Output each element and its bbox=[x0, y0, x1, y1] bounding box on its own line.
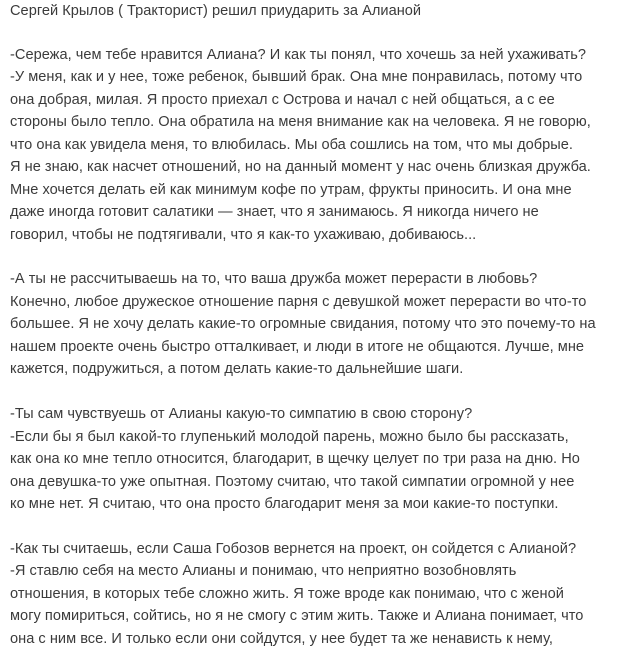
article-title: Сергей Крылов ( Тракторист) решил приударить за Алианой bbox=[10, 3, 422, 19]
text-line: даже иногда готовит салатики — знает, что я занимаюсь. Я никогда ничего не bbox=[10, 204, 539, 220]
text-line: отношения, в которых тебе сложно жить. Я тоже вроде как понимаю, что с женой bbox=[10, 586, 564, 602]
text-line: Мне хочется делать ей как минимум кофе по утрам, фрукты приносить. И она мне bbox=[10, 182, 572, 198]
text-line: говорил, чтобы не подтягивали, что я как-то ухаживаю, добиваюсь... bbox=[10, 227, 477, 243]
text-line: -Я ставлю себя на место Алианы и понимаю, что неприятно возобновлять bbox=[10, 563, 517, 579]
text-line: -А ты не рассчитываешь на то, что ваша дружба может перерасти в любовь? bbox=[10, 271, 538, 287]
text-line: Конечно, любое дружеское отношение парня с девушкой может перерасти во что-то bbox=[10, 294, 587, 310]
text-line: нашем проекте очень быстро отталкивает, и люди в итоге не общаются. Лучше, мне bbox=[10, 339, 585, 355]
text-line: что она как увидела меня, то влюбилась. Мы оба сошлись на том, что мы добрые. bbox=[10, 137, 573, 153]
text-line: кажется, подружиться, а потом делать какие-то дальнейшие шаги. bbox=[10, 361, 464, 377]
text-line: могу помириться, сойтись, но я не смогу с этим жить. Также и Алиана понимает, что bbox=[10, 608, 584, 624]
text-line: стороны было тепло. Она обратила на меня внимание как на человека. Я не говорю, bbox=[10, 114, 591, 130]
text-line: -Как ты считаешь, если Саша Гобозов вернется на проект, он сойдется с Алианой? bbox=[10, 541, 577, 557]
text-line: -Если бы я был какой-то глупенький молодой парень, можно было бы рассказать, bbox=[10, 429, 569, 445]
text-line: -Ты сам чувствуешь от Алианы какую-то симпатию в свою сторону? bbox=[10, 406, 473, 422]
text-line: она девушка-то уже опытная. Поэтому считаю, что такой симпатии огромной у нее bbox=[10, 474, 575, 490]
text-line: -У меня, как и у нее, тоже ребенок, бывший брак. Она мне понравилась, потому что bbox=[10, 69, 583, 85]
text-line: она добрая, милая. Я просто приехал с Острова и начал с ней общаться, а с ее bbox=[10, 92, 555, 108]
text-line: она с ним все. И только если они сойдутся, у нее будет та же ненависть к нему, bbox=[10, 631, 553, 647]
text-line: ко мне нет. Я считаю, что она просто благодарит меня за мои какие-то поступки. bbox=[10, 496, 559, 512]
text-line: Я не знаю, как насчет отношений, но на данный момент у нас очень близкая дружба. bbox=[10, 159, 591, 175]
text-line: -Сережа, чем тебе нравится Алиана? И как ты понял, что хочешь за ней ухаживать? bbox=[10, 47, 587, 63]
text-line: большее. Я не хочу делать какие-то огромные свидания, потому что это почему-то на bbox=[10, 316, 596, 332]
text-line: как она ко мне тепло относится, благодарит, в щечку целует по три раза на дню. Но bbox=[10, 451, 580, 467]
